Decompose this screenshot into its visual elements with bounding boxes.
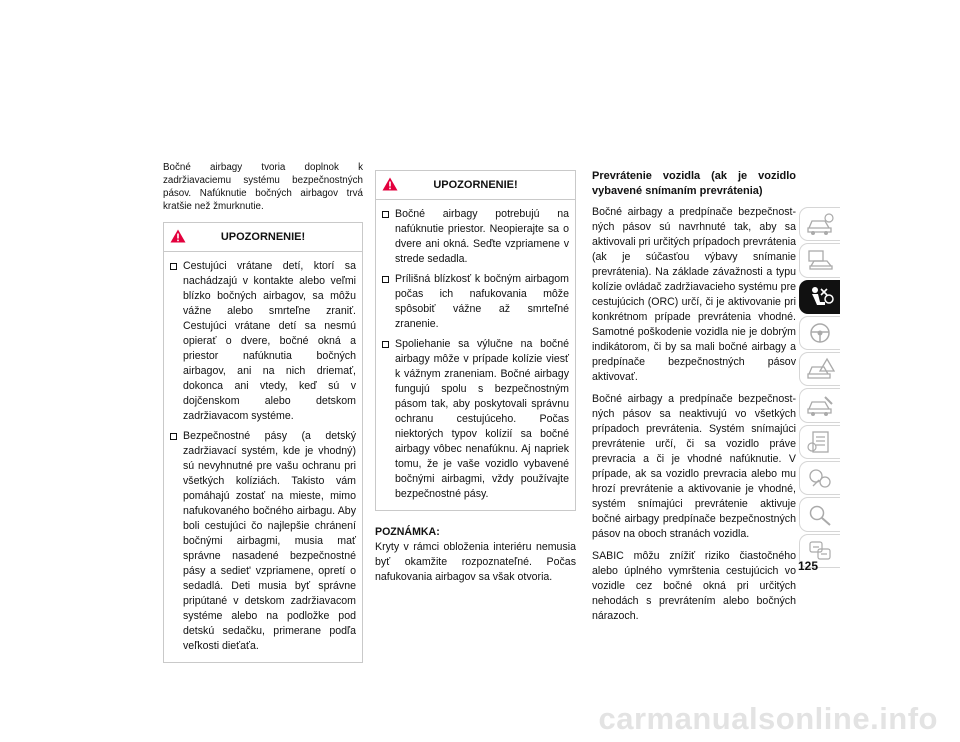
page-number: 125 [798, 559, 819, 573]
warning-title: UPOZORNENIE! [433, 178, 518, 191]
tab-servicing[interactable] [799, 388, 840, 422]
car-warning-icon [805, 357, 835, 381]
intro-paragraph: Bočné airbagy tvoria doplnok k zadržiavaciemu systému bezpečnostných pásov. Nafúknutie bočných airbagov trvá kratšie než žmurknutie. [163, 162, 363, 212]
checkbox-bullet-icon [382, 211, 389, 218]
car-tools-icon [805, 394, 835, 418]
tab-index[interactable] [799, 497, 840, 531]
tab-dashboard-messages[interactable] [799, 243, 840, 277]
warning-body [164, 252, 362, 662]
checkbox-bullet-icon [382, 276, 389, 283]
warning-item: Spoliehanie sa výlučne na bočné airbagy môže v prípade kolízie viesť k vážnym zraneniam. Bočné airbagy fungujú spolu s bezpečnostným pásom tak, aby poskytovali správnu ochranu cestujúceho. Počas niektorých typov kolízií sa bočné airbagy vôbec nenafúknu. Aj napriek tomu, že je vaše vozidlo vybavené bočnými airbagmi, vždy používajte bezpečnostné pásy. [382, 337, 569, 502]
body-paragraph: Bočné airbagy a predpínače bezpečnostných pásov sú navrhnuté tak, aby sa aktivovali pri určitých prípadoch prevrátenia (ak je súčasťou výbavy snímanie prevrátenia). Na základe závažnosti a typu kolízie ovládač zadržiavacieho systému pre cestujúcich (ORC) určí, či je aktivovanie pri konkrétnom prípade prevrátenia vhodné. Samotné poškodenie vozidla nie je dobrým indikátorom, či by sa mali bočné airbagy a predpínače bezpečnostných pásov aktivovať. [592, 206, 796, 383]
column-left [163, 161, 363, 663]
tab-maintenance[interactable] [799, 425, 840, 459]
checkbox-bullet-icon [170, 263, 177, 270]
tab-specifications[interactable] [799, 461, 840, 495]
checkbox-bullet-icon [170, 433, 177, 440]
body-paragraph: SABIC môžu znížiť riziko čiastočného alebo úplného vymrštenia cestujúcich vo vozidle cez bočné okná pri určitých nehodách s prevrátením alebo bočných nárazoch. [592, 550, 796, 622]
warning-box [163, 222, 363, 663]
watermark: carmanualsonline.info [598, 700, 938, 736]
warning-item: Bočné airbagy potrebujú na nafúknutie priestor. Neopierajte sa o dvere ani okná. Seďte vzpriamene v strede sedadla. [382, 207, 569, 267]
warning-title: UPOZORNENIE! [220, 230, 306, 243]
warning-body [376, 200, 575, 510]
warning-item: Bezpečnostné pásy (a detský zadržiavací systém, kde je vhodný) sú nevyhnutné pre vašu ochranu pri všetkých kolíziách. Takisto vám pomáhajú zostať na mieste, mimo nafukovaného bočného airbagu. Aby boli cestujúci čo najlepšie chránení bočnými airbagmi, musia mať správne nasadené bezpečnostné pásy a sediet' vzpriamene, opretí o sedadlá. Deti musia byť správne pripútané v detskom zadržiavacom systéme alebo na podložke pod detskú sedačku, primerane podľa veľkosti dieťaťa. [170, 429, 356, 654]
column-right [592, 169, 796, 631]
maintenance-list-icon [805, 430, 835, 454]
tab-emergency[interactable] [799, 352, 840, 386]
body-paragraph: Bočné airbagy a predpínače bezpečnostných pásov sa neaktivujú vo všetkých prípadoch prevrátenia. Systém snímajúci prevrátenie určí, či sa vozidlo práve prevracia a či je vhodné nafúknutie. V prípade, ak sa vozidlo prevracia alebo mu hrozí prevrátenie a aktivovanie je vhodné, systém snímajúci prevrátenie aktivuje bočné airbagy predpínače bezpečnostných pásov na oboch stranách vozidla. [592, 393, 796, 540]
warning-header [164, 223, 362, 252]
airbag-safety-icon [805, 285, 835, 309]
checkbox-bullet-icon [382, 341, 389, 348]
tab-safety[interactable] [799, 280, 840, 314]
chapter-tabs [799, 207, 840, 570]
tab-starting-operating[interactable] [799, 316, 840, 350]
steering-wheel-icon [805, 321, 835, 345]
column-middle [375, 170, 576, 585]
note-title: POZNÁMKA: [375, 526, 440, 538]
car-message-icon [805, 248, 835, 272]
warning-triangle-icon [170, 229, 186, 243]
note-text: Kryty v rámci obloženia interiéru nemusia byť okamžite rozpoznateľné. Počas nafukovania airbagov sa však otvoria. [375, 541, 576, 583]
warning-item: Cestujúci vrátane detí, ktorí sa nachádzajú v kontakte alebo veľmi blízko bočných airbagov, sa môžu vážne alebo smrteľne zraniť. Cestujúci vrátane detí sa nesmú opierať o dvere, bočné okná a priestor nafúknutia bočných airbagov, ani na nich driemať, dokonca ani vtedy, keď sú v dojčenskom alebo detskom zadržiavacom systéme. [170, 259, 356, 424]
warning-triangle-icon [382, 177, 398, 191]
section-heading: Prevrátenie vozidla (ak je vozidlo vybavené snímaním prevrátenia) [592, 170, 796, 197]
warning-item: Prílišná blízkosť k bočným airbagom počas ich nafukovania môže spôsobiť vážne až smrteľné zranenie. [382, 272, 569, 332]
specifications-icon [805, 466, 835, 490]
warning-box [375, 170, 576, 511]
warning-header [376, 171, 575, 200]
car-info-icon [805, 212, 835, 236]
search-magnifier-icon [805, 503, 835, 527]
tab-vehicle-info[interactable] [799, 207, 840, 241]
